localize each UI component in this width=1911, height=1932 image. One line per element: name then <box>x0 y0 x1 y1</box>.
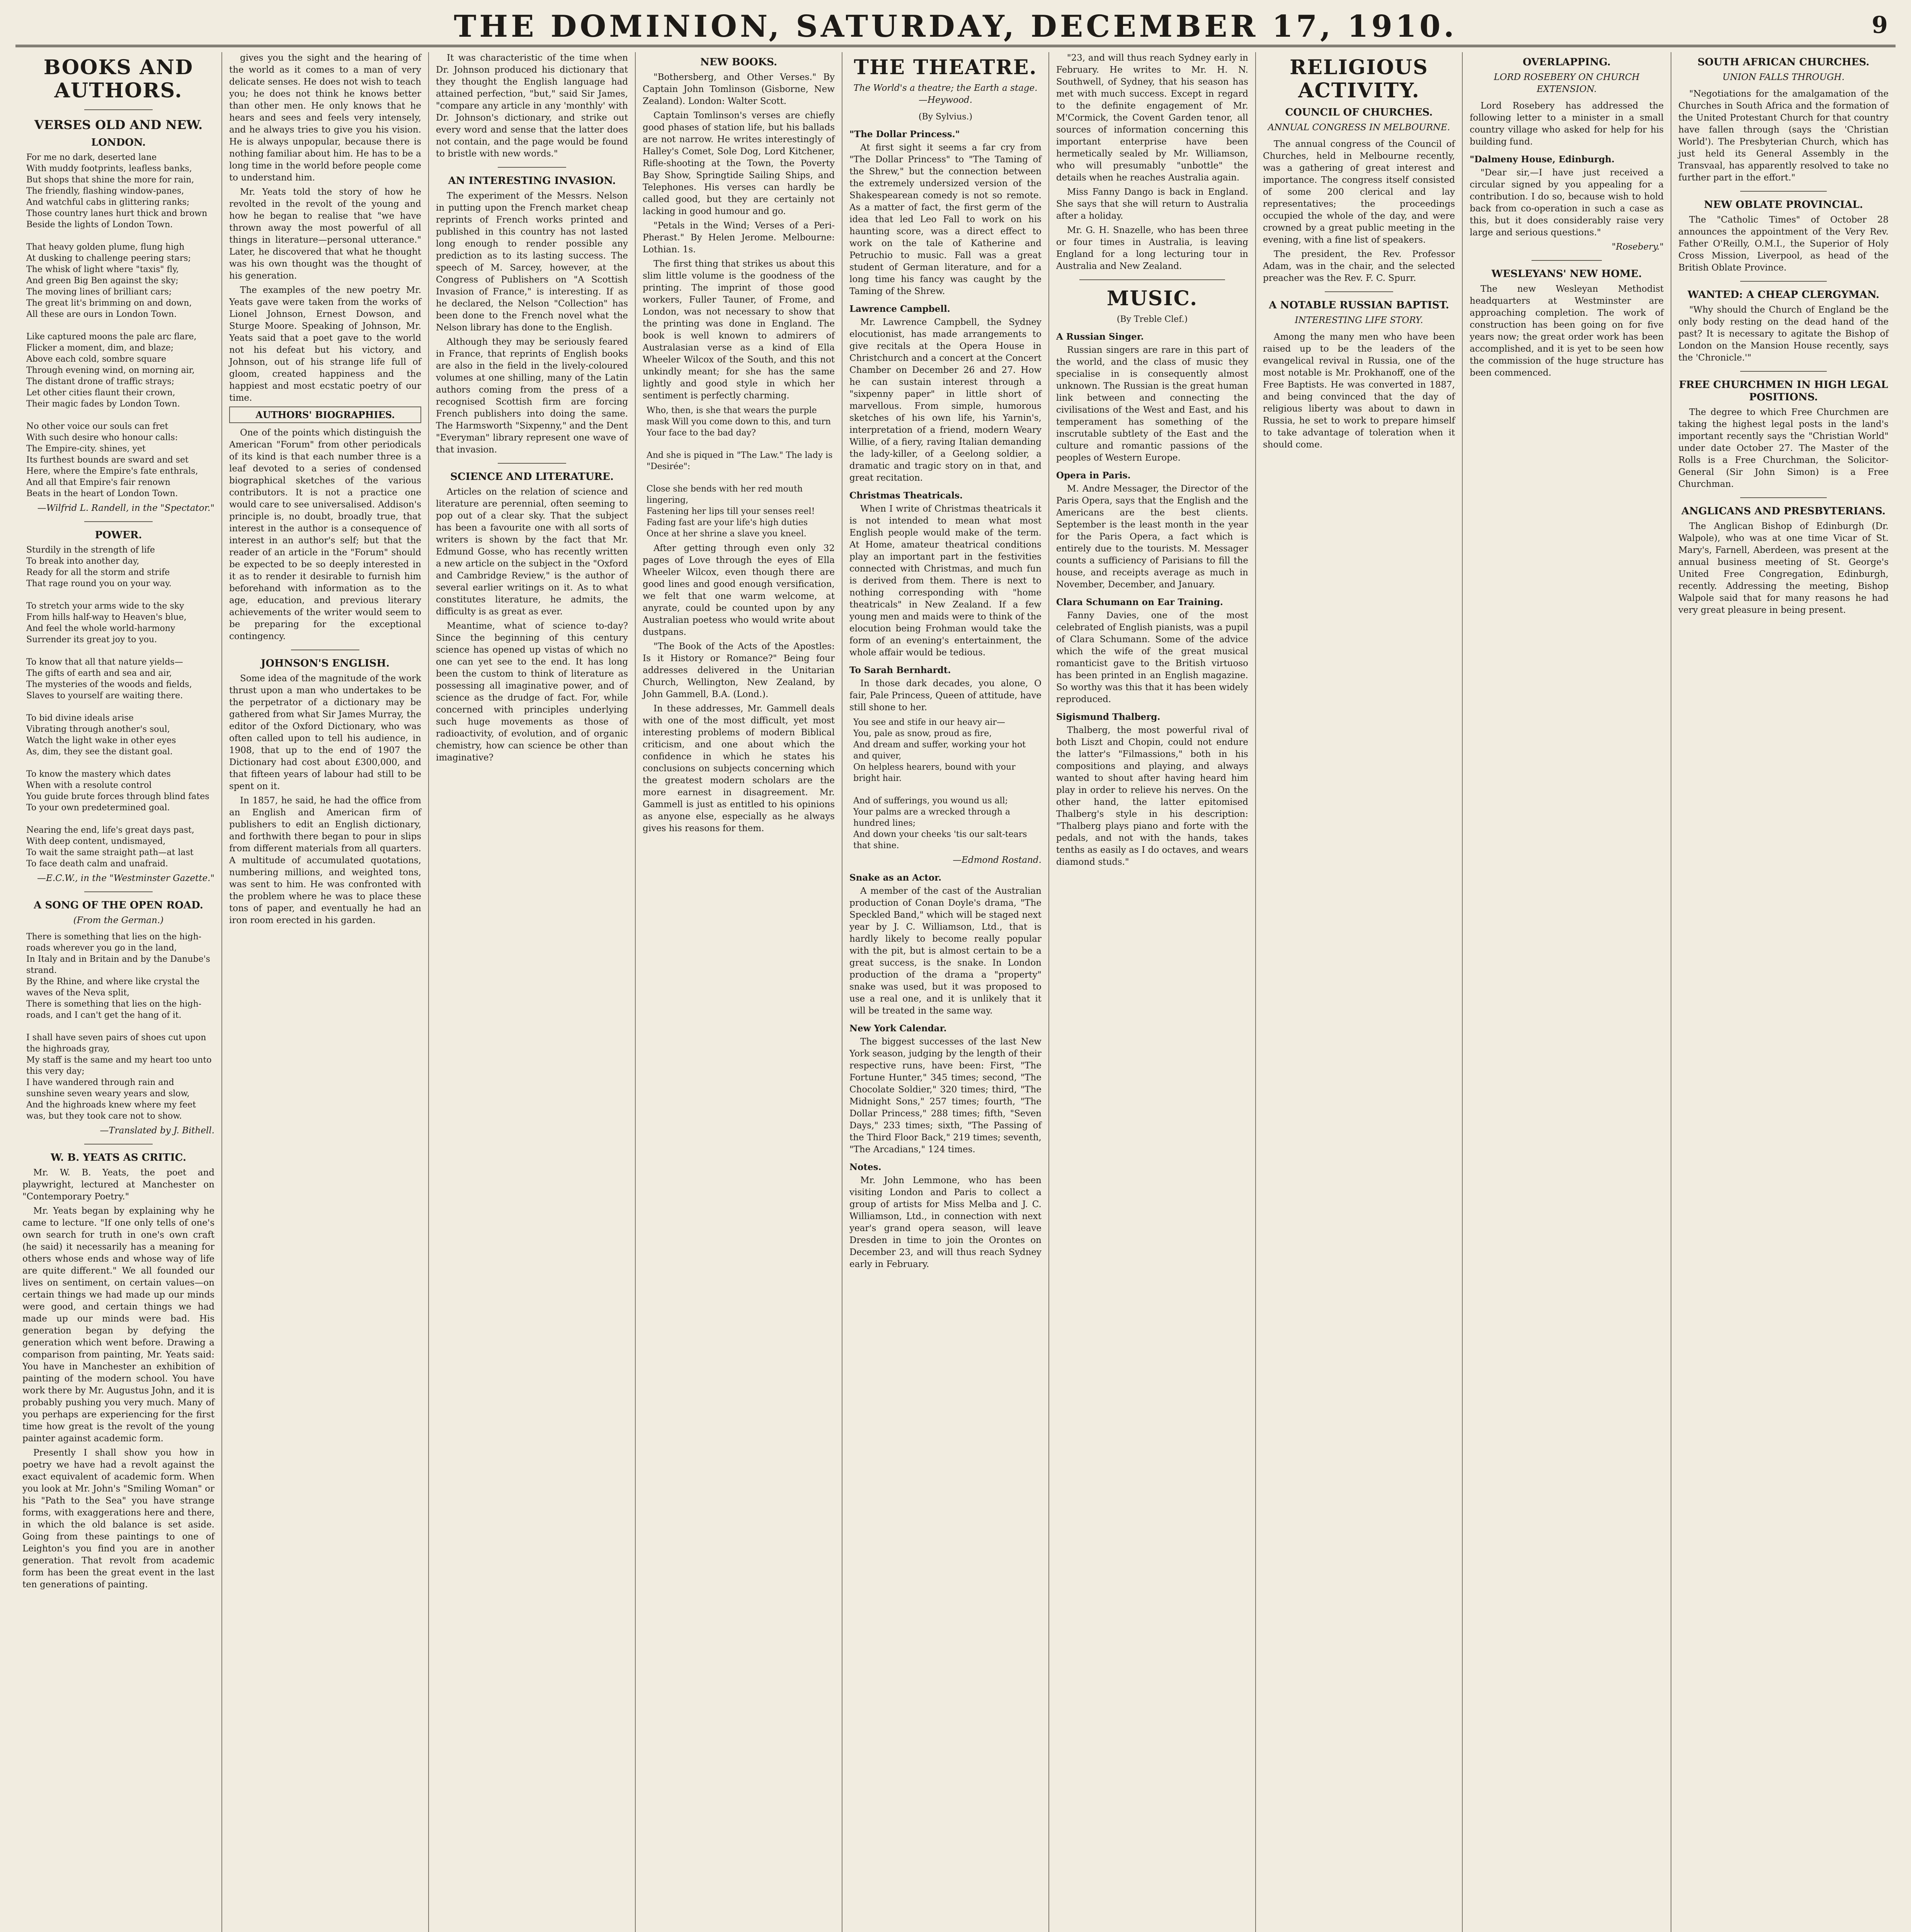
article-paragraph: "Bothersberg, and Other Verses." By Captain John Tomlinson (Gisborne, New Zealand). London: Walter Scott. <box>643 72 835 106</box>
section-title-religious: RELIGIOUS ACTIVITY. <box>1290 56 1428 102</box>
letter-signature: "Rosebery." <box>1612 242 1664 252</box>
poem-title-song: A SONG OF THE OPEN ROAD. <box>34 900 203 911</box>
article-paragraph: Mr. John Lemmone, who has been visiting London and Paris to collect a group of artists for Miss Melba and J. C. Williamson, Ltd., in connection with next year's grand opera season, will leave Dresden in time to join the Orontes on December 23, and will thus reach Sydney early in February. <box>849 1175 1041 1269</box>
verses-heading: VERSES OLD AND NEW. <box>34 117 203 132</box>
subheading: A Russian Singer. <box>1056 332 1144 342</box>
divider <box>1532 260 1602 261</box>
article-title-anglicans: ANGLICANS AND PRESBYTERIANS. <box>1681 505 1886 517</box>
divider <box>84 1144 153 1145</box>
article-paragraph: "23, and will thus reach Sydney early in February. He writes to Mr. H. N. Southwell, of Sydney, that his season has met with much success. Except in regard to the definite engagement of Mr. M'Cormick, the Covent Garden tenor, all sources of information concerning this important enterprise have been hermetically sealed by Mr. Williamson, who will presumably "unbottle" the details when he reaches Australia again. <box>1056 53 1248 183</box>
subheading: To Sarah Bernhardt. <box>849 665 951 675</box>
article-paragraph: "Dear sir,—I have just received a circular signed by you appealing for a contribution. I do so, because wish to hold back from co-operation in such a case as this, but it does considerably raise very large and serious questions." <box>1470 168 1664 238</box>
article-paragraph: Thalberg, the most powerful rival of both Liszt and Chopin, could not endure the latter's "Filmassions," both in his compositions and playing, and always wanted to shout after having heard him play in order to relieve his nerves. On the other hand, the latter epitomised Thalberg's style in his description: "Thalberg plays piano and forte with the pedals, and not with the hands, takes tenths as easily as I do octaves, and wears diamond studs." <box>1056 725 1248 867</box>
divider <box>498 463 566 464</box>
article-title-biographies: AUTHORS' BIOGRAPHIES. <box>229 406 421 423</box>
poem-attribution-london: —Wilfrid L. Randell, in the "Spectator." <box>37 503 214 513</box>
article-title-wesleyan: WESLEYANS' NEW HOME. <box>1491 268 1642 280</box>
column-5 <box>842 52 1049 1932</box>
poem-bernhardt: You see and stife in our heavy air— You, pale as snow, proud as fire, And dream and suffer, working your hot and quiver, On helpless hearers, bound with your bright hair. And of sufferings, you wound us all; Your palms are a wrecked through a hundred lines; And down your cheeks 'tis our salt-tears that shine. <box>853 718 1027 850</box>
article-subtitle-baptist: INTERESTING LIFE STORY. <box>1295 315 1423 325</box>
section-title-books: BOOKS AND AUTHORS. <box>43 56 194 102</box>
article-paragraph: The "Catholic Times" of October 28 announces the appointment of the Very Rev. Father O'Reilly, O.M.I., the Superior of Holy Cross Mission, Liverpool, as head of the British Oblate Province. <box>1678 215 1889 273</box>
subheading: Christmas Theatricals. <box>849 490 963 501</box>
divider <box>1079 279 1225 280</box>
subheading: "The Dollar Princess." <box>849 129 960 139</box>
article-title-oblate: NEW OBLATE PROVINCIAL. <box>1704 199 1863 211</box>
subheading: Sigismund Thalberg. <box>1056 712 1161 722</box>
article-paragraph: Miss Fanny Dango is back in England. She says that she will return to Australia after a holiday. <box>1056 187 1248 221</box>
poem-attribution-song: —Translated by J. Bithell. <box>100 1126 214 1136</box>
article-paragraph: Mr. Lawrence Campbell, the Sydney elocutionist, has made arrangements to give recitals at the Opera House in Christchurch and a concert at the Concert Chamber on December 26 and 27. How he can sustain interest through a "sixpenny paper" in little short of marvellous. From simple, humorous sketches of his own life, his Yarnin's, interpretation of a friend, modern Weary Willie, of a fiery, raving Italian demanding the lady-killer, of a Geelong soldier, a dramatic and tragic story on in that, and great recitation. <box>849 317 1041 483</box>
divider <box>1740 191 1827 192</box>
column-2 <box>222 52 429 1932</box>
article-paragraph: The degree to which Free Churchmen are taking the highest legal posts in the land's important recently says the "Christian World" under date October 27. The Master of the Rolls is a Free Churchman, the Solicitor-General (Sir John Simon) is a Free Churchman. <box>1678 407 1889 489</box>
article-paragraph: In these addresses, Mr. Gammell deals with one of the most difficult, yet most interesting problems of modern Biblical criticism, and one about which the confidence in which he states his conclusions on subjects concerning which the greatest modern scholars are the more earnest in disagreement. Mr. Gammell is just as entitled to his opinions as anyone else, especially as he always gives his reasons for them. <box>643 704 835 833</box>
article-paragraph: Fanny Davies, one of the most celebrated of English pianists, was a pupil of Clara Schumann. Some of the advice which the wife of the great musical romanticist gave to the British virtuoso has been printed in an English magazine. So worthy was this that it has been widely reproduced. <box>1056 611 1248 704</box>
article-title-south-africa: SOUTH AFRICAN CHURCHES. <box>1697 56 1870 68</box>
article-paragraph: Russian singers are rare in this part of the world, and the class of music they specialise in is consequently almost unknown. The Russian is the great human link between and connecting the civilisations of the West and East, and his temperament has something of the inscrutable subtlety of the East and the culture and romantic passions of the peoples of Western Europe. <box>1056 345 1248 463</box>
column-3 <box>429 52 636 1932</box>
poem-title-london: LONDON. <box>91 137 146 148</box>
article-paragraph: In 1857, he said, he had the office from an English and American firm of publishers to edit an English dictionary, and forthwith there began to pour in slips from different materials from all quarters. A multitude of accumulated quotations, numbering millions, and weighted tons, was sent to him. He was confronted with the problem where he was to place these tons of paper, and eventually he had an iron room erected in his garden. <box>229 796 421 925</box>
article-paragraph: Mr. G. H. Snazelle, who has been three or four times in Australia, is leaving England for a long lecturing tour in Australia and New Zealand. <box>1056 225 1248 271</box>
article-paragraph: Among the many men who have been raised up to be the leaders of the evangelical revival in Russia, one of the most notable is Mr. Prokhanoff, one of the Free Baptists. He was converted in 1887, and being convinced that the day of religious liberty was about to dawn in Russia, he set to work to prepare himself to take advantage of toleration when it should come. <box>1263 332 1455 450</box>
article-paragraph: "Petals in the Wind; Verses of a Peri-Pherast." By Helen Jerome. Melbourne: Lothian. 1s. <box>643 221 835 255</box>
divider <box>84 109 153 110</box>
article-paragraph: The new Wesleyan Methodist headquarters at Westminster are approaching completion. The work of construction has been going on for five years now; the great order work has been accomplished, and it is yet to be seen how the commission of the huge structure has been commenced. <box>1470 284 1664 378</box>
article-paragraph: Mr. Yeats told the story of how he revolted in the revolt of the young and how he began to realise that "we have thrown away the most powerful of all things in literature—personal utterance." Later, he discovered that what he thought was his own thought was the thought of his generation. <box>229 187 421 281</box>
article-paragraph: Mr. W. B. Yeats, the poet and playwright, lectured at Manchester on "Contemporary Poetry." <box>22 1168 214 1202</box>
column-8 <box>1463 52 1671 1932</box>
poem-attribution-power: —E.C.W., in the "Westminster Gazette." <box>37 873 214 883</box>
article-paragraph: The Anglican Bishop of Edinburgh (Dr. Walpole), who was at one time Vicar of St. Mary's, Farnell, Aberdeen, was present at the annual business meeting of St. George's United Free Congregation, Edinburgh, recently. Addressing the meeting, Bishop Walpole said that for many reasons he had very great pleasure in being present. <box>1678 521 1889 615</box>
article-title-johnson: JOHNSON'S ENGLISH. <box>261 658 390 669</box>
article-paragraph: Captain Tomlinson's verses are chiefly good phases of station life, but his ballads are not narrow. He writes interestingly of Halley's Comet, Sole Dog, Lord Kitchener, Rifle-shooting at the Town, the Poverty Bay Show, Springtide Sailing Ships, and Telephones. His verses can hardly be called good, but they are certainly not lacking in good humour and go. <box>643 111 835 216</box>
article-title-baptist: A NOTABLE RUSSIAN BAPTIST. <box>1269 299 1449 311</box>
subheading: New York Calendar. <box>849 1023 947 1034</box>
article-paragraph: gives you the sight and the hearing of the world as it comes to a man of very delicate senses. He does not wish to teach you; he does not think he knows better than other men. He only knows that he hears and sees and feels very intensely, and he always tries to give you his vision. He is always unpopular, because there is nothing familiar about him. He has to be a long time in the world before people come to understand him. <box>229 53 421 183</box>
divider <box>84 521 153 522</box>
subheading: Lawrence Campbell. <box>849 304 950 314</box>
divider <box>84 891 153 892</box>
column-7 <box>1256 52 1463 1932</box>
subheading: Notes. <box>849 1162 881 1172</box>
poem-london: For me no dark, deserted lane With muddy footprints, leafless banks, But shops that shine the more for rain, The friendly, flashing window-panes, And watchful cabs in glittering ranks; Those country lanes hurt thick and brown Beside the lights of London Town. That heavy golden plume, flung high At dusking to challenge peering stars; The whisk of light where "taxis" fly, And green Big Ben against the sky; The moving lines of brilliant cars; The great lit's brimming on and down, All these are ours in London Town. Like captured moons the pale arc flare, Flicker a moment, dim, and blaze; Above each cold, sombre square Through evening wind, on morning air, The distant drone of traffic strays; Let other cities flaunt their crown, Their magic fades by London Town. No other voice our souls can fret With such desire who honour calls: The Empire-city. shines, yet Its furthest bounds are sward and set Here, where the Empire's fate enthrals, And all that Empire's fair renown Beats in the heart of London Town. <box>26 153 208 498</box>
article-paragraph: "Negotiations for the amalgamation of the Churches in South Africa and the formation of the United Protestant Church for that country have fallen through (says the 'Christian World'). The Presbyterian Church, which has just held its General Assembly in the Transvaal, has apparently resolved to take no further part in the effort." <box>1678 89 1889 183</box>
column-6 <box>1049 52 1256 1932</box>
article-subtitle-south-africa: UNION FALLS THROUGH. <box>1722 72 1845 82</box>
column-1 <box>15 52 222 1932</box>
poem-title-power: POWER. <box>95 529 142 541</box>
article-title-free-churchmen: FREE CHURCHMEN IN HIGH LEGAL POSITIONS. <box>1679 379 1888 403</box>
masthead <box>15 8 1896 47</box>
article-paragraph: Although they may be seriously feared in France, that reprints of English books are also in the field in the lively-coloured volumes at one shilling, many of the Latin authors coming from the press of a recognised Scottish firm are forcing French publishers into doing the same. The Harmsworth "Sixpenny," and the Dent "Everyman" library represent one wave of that invasion. <box>436 337 628 455</box>
article-title-council: COUNCIL OF CHURCHES. <box>1285 107 1433 118</box>
article-paragraph: Presently I shall show you how in poetry we have had a revolt against the exact equivalent of academic form. When you look at Mr. John's "Smiling Woman" or his "Path to the Sea" you have strange forms, with exaggerations here and there, in which the old balance is set aside. Going from these paintings to one of Leighton's you find you are in another generation. That revolt from academic form has been the great event in the last ten generations of painting. <box>22 1448 214 1590</box>
theatre-byline: (By Sylvius.) <box>918 112 973 122</box>
subheading: Snake as an Actor. <box>849 872 942 883</box>
divider <box>1740 371 1827 372</box>
article-paragraph: At first sight it seems a far cry from "The Dollar Princess" to "The Taming of the Shrew," but the connection between the extremely undersized version of the Shakespearean comedy is not so remote. As a matter of fact, the first germ of the idea that led Leo Fall to work on his haunting score, was a direct effect to work on the tale of Katherine and Petruchio to music. Fall was a great student of German literature, and for a long time his fancy was caught by the Taming of the Shrew. <box>849 143 1041 296</box>
article-paragraph: The president, the Rev. Professor Adam, was in the chair, and the selected preacher was the Rev. F. C. Spurr. <box>1263 249 1455 283</box>
divider <box>1740 281 1827 282</box>
article-title-cheap-clergyman: WANTED: A CHEAP CLERGYMAN. <box>1687 289 1880 301</box>
divider <box>1740 497 1827 498</box>
poem-power: Sturdily in the strength of life To break into another day, Ready for all the storm and strife That rage round you on your way. To stretch your arms wide to the sky From hills half-way to Heaven's blue, And feel the whole world-harmony Surrender its great joy to you. To know that all that nature yields— The gifts of earth and sea and air, The mysteries of the woods and fields, Slaves to yourself are waiting there. To bid divine ideals arise Vibrating through another's soul, Watch the light wake in other eyes As, dim, they see the distant goal. To know the mastery which dates When with a resolute control You guide brute forces through blind fates To your own predetermined goal. Nearing the end, life's great days past, With deep content, undismayed, To wait the same straight path—at last To face death calm and unafraid. <box>26 545 209 869</box>
page-number: 9 <box>1872 12 1888 39</box>
article-subtitle-rosebery: LORD ROSEBERY ON CHURCH EXTENSION. <box>1494 72 1640 94</box>
article-subtitle-council: ANNUAL CONGRESS IN MELBOURNE. <box>1268 122 1450 133</box>
music-byline: (By Treble Clef.) <box>1116 315 1188 324</box>
article-paragraph: After getting through even only 32 pages of Love through the eyes of Ella Wheeler Wilcox, even though there are good lines and good enough versification, we felt that one warm welcome, at anyrate, could be counted upon by any Australian poetess who would write about dustpans. <box>643 543 835 637</box>
theatre-motto: The World's a theatre; the Earth a stage.—Heywood. <box>853 83 1038 105</box>
article-paragraph: Articles on the relation of science and literature are perennial, often seeming to pop out of a clear sky. That the subject has been a favourite one with all sorts of writers is shown by the fact that Mr. Edmund Gosse, who has recently written a new article on the subject in the "Oxford and Cambridge Review," is the author of several earlier writings on it. As to what constitutes literature, he admits, the difficulty is as great as ever. <box>436 487 628 617</box>
article-paragraph: The biggest successes of the last New York season, judging by the length of their respective runs, have been: First, "The Fortune Hunter," 345 times; second, "The Chocolate Soldier," 320 times; third, "The Midnight Sons," 257 times; fourth, "The Dollar Princess," 288 times; fifth, "Seven Days," 233 times; sixth, "The Passing of the Third Floor Back," 219 times; seventh, "The Arcadians," 124 times. <box>849 1037 1041 1155</box>
section-title-theatre: THE THEATRE. <box>854 56 1037 79</box>
article-paragraph: The first thing that strikes us about this slim little volume is the goodness of the printing. The imprint of those good workers, Fuller Tauner, of Frome, and London, was not necessary to show that the printing was done in England. The book is well known to admirers of Australasian verse as a kind of Ella Wheeler Wilcox of the South, and this not unkindly meant; for she has the same lightly and good style in which her sentiment is perfectly charming. <box>643 259 835 401</box>
article-paragraph: Some idea of the magnitude of the work thrust upon a man who undertakes to be the perpetrator of a dictionary may be gathered from what Sir James Murray, the editor of the Oxford Dictionary, who was often called upon to tell his audience, in 1908, that up to the end of 1907 the Dictionary had cost about £300,000, and that fifteen years of labour had still to be spent on it. <box>229 673 421 791</box>
section-title-music: MUSIC. <box>1106 287 1198 310</box>
article-paragraph: The annual congress of the Council of Churches, held in Melbourne recently, was a gathering of great interest and importance. The congress itself consisted of some 200 clerical and lay representatives; the proceedings occupied the whole of the day, and were crowned by a great public meeting in the evening, with a fine list of speakers. <box>1263 139 1455 245</box>
article-paragraph: M. Andre Messager, the Director of the Paris Opera, says that the English and the Americans are the best clients. September is the least month in the year for the Paris Opera, a fact which is entirely due to the tourists. M. Messager counts a sufficiency of Parisians to fill the house, and receipts average as much in November, December, and January. <box>1056 484 1248 590</box>
article-title-invasion: AN INTERESTING INVASION. <box>448 175 616 187</box>
divider <box>1325 291 1393 292</box>
quoted-verse: Who, then, is she that wears the purple mask Will you come down to this, and turn Your face to the bad day? And she is piqued in "The Law." The lady is "Desirée": Close she bends with her red mouth lingering, Fastening her lips till your senses reel! Fading fast are your life's high duties Once at her shrine a slave you kneel. <box>647 406 833 539</box>
column-9 <box>1671 52 1896 1932</box>
article-paragraph: Meantime, what of science to-day? Since the beginning of this century science has opened up vistas of which no one can yet see to the end. It has long been the custom to think of literature as possessing all imaginative power, and of science as the drudge of fact. For, while concerned with principles underlying such huge movements as those of radioactivity, of evolution, and of organic chemistry, how can science be other than imaginative? <box>436 621 628 763</box>
letter-address: "Dalmeny House, Edinburgh. <box>1470 154 1615 165</box>
poem-attribution-bernhardt: —Edmond Rostand. <box>953 855 1041 865</box>
article-paragraph: "Why should the Church of England be the only body resting on the dead hand of the past? It is necessary to agitate the Bishop of London on the Mansion House recently, says the 'Chronicle.'" <box>1678 305 1889 363</box>
article-paragraph: The examples of the new poetry Mr. Yeats gave were taken from the works of Lionel Johnson, Ernest Dowson, and Sturge Moore. Speaking of Johnson, Mr. Yeats said that a poet gave to the world not his defeat but his victory, and Johnson, out of his strange life full of gloom, created happiness and the happiest and most ecstatic poetry of our time. <box>229 285 421 403</box>
subheading: Clara Schumann on Ear Training. <box>1056 597 1223 607</box>
poem-song: There is something that lies on the high-roads wherever you go in the land, In Italy and in Britain and by the Danube's strand. By the Rhine, and where like crystal the waves of the Neva split, There is something that lies on the high-roads, and I can't get the hang of it. I shall have seven pairs of shoes cut upon the highroads gray, My staff is the same and my heart too unto this very day; I have wandered through rain and sunshine seven weary years and slow, And the highroads knew where my feet was, but they took care not to show. <box>26 932 212 1121</box>
column-4 <box>636 52 842 1932</box>
subheading: Opera in Paris. <box>1056 470 1131 481</box>
article-title-new-books: NEW BOOKS. <box>700 56 778 68</box>
poem-subtitle-song: (From the German.) <box>73 915 164 925</box>
article-paragraph: Lord Rosebery has addressed the following letter to a minister in a small country village who asked for help for his building fund. <box>1470 101 1664 147</box>
article-title-overlapping: OVERLAPPING. <box>1523 56 1611 68</box>
article-paragraph: The experiment of the Messrs. Nelson in putting upon the French market cheap reprints of French works printed and published in this country has not lasted long enough to render possible any prediction as to its lasting success. The speech of M. Sarcey, however, at the Congress of Publishers on "A Scottish Invasion of France," is interesting. If as he declared, the Nelson "Collection" has been done to the French novel what the Nelson library has done to the English. <box>436 191 628 333</box>
article-title-science: SCIENCE AND LITERATURE. <box>450 471 614 483</box>
article-paragraph: A member of the cast of the Australian production of Conan Doyle's drama, "The Speckled Band," which will be staged next year by J. C. Williamson, Ltd., that is hardly likely to become really popular with the pit, but is almost certain to be a great success, is the snake. In London production of the drama a "property" snake was used, but it was proposed to use a real one, and it is unlikely that it will be treated in the same way. <box>849 886 1041 1016</box>
article-paragraph: In those dark decades, you alone, O fair, Pale Princess, Queen of attitude, have still shone to her. <box>849 679 1041 713</box>
article-paragraph: "The Book of the Acts of the Apostles: Is it History or Romance?" Being four addresses delivered in the Unitarian Church, Wellington, New Zealand, by John Gammell, B.A. (Lond.). <box>643 641 835 699</box>
article-title-yeats: W. B. YEATS AS CRITIC. <box>51 1152 186 1163</box>
newspaper-title: THE DOMINION, SATURDAY, DECEMBER 17, 1910. <box>454 9 1457 44</box>
article-paragraph: It was characteristic of the time when Dr. Johnson produced his dictionary that they thought the English language had attained perfection, "but," said Sir James, "compare any article in any 'monthly' with Dr. Johnson's dictionary, and strike out every word and sense that the latter does not contain, and the page would be found to bristle with new words." <box>436 53 628 159</box>
article-paragraph: When I write of Christmas theatricals it is not intended to mean what most English people would make of the term. At Home, amateur theatrical conditions play an important part in the festivities connected with Christmas, and much fun is derived from them. There is next to nothing corresponding with "home theatricals" in New Zealand. If a few young men and maids were to think of the elocution being Frohman would take the form of an evening's entertainment, the whole affair would be tedious. <box>849 504 1041 658</box>
divider <box>498 167 566 168</box>
article-paragraph: Mr. Yeats began by explaining why he came to lecture. "If one only tells of one's own search for truth in one's own craft (he said) it necessarily has a meaning for others whose ends and whose way of life are quite different." We all founded our lives on sentiment, on certain values—on certain things we had made up our minds were good, and certain things we had made up our minds were bad. His generation began by defying the generation which went before. Drawing a comparison from painting, Mr. Yeats said: You have in Manchester an exhibition of painting of the modern school. You have work there by Mr. Augustus John, and it is probably pushing you very much. Many of you perhaps are experiencing for the first time how great is the revolt of the young painter against academic form. <box>22 1206 214 1444</box>
article-paragraph: One of the points which distinguish the American "Forum" from other periodicals of its kind is that each number three is a leaf devoted to a series of condensed biographical sketches of the various contributors. It is not a practice one would care to see universalised. Addison's principle is, no doubt, broadly true, that interest in the author is a consequence of interest in an author's self; but that the reader of an article in the "Forum" should be expected to be so deeply interested in it as to render it desirable to furnish him beforehand with information as to the age, education, and previous literary achievements of the writer would seem to be preparing for the exceptional contingency. <box>229 428 421 641</box>
